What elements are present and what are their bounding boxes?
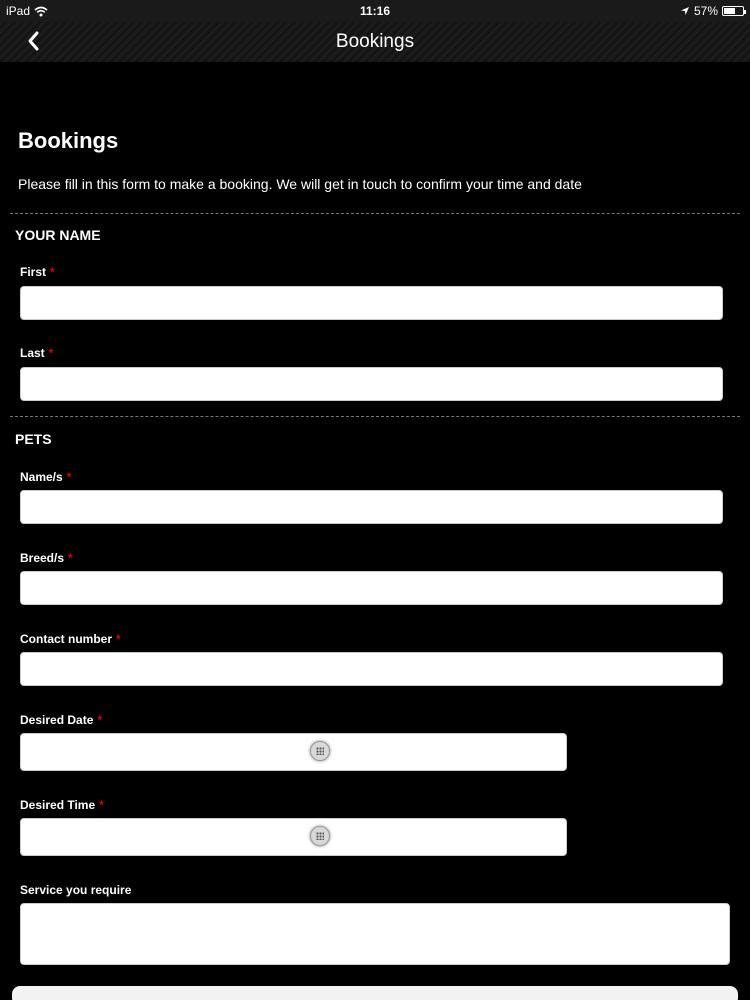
label-desired-time: Desired Time * [20, 798, 104, 812]
nav-title: Bookings [335, 31, 415, 52]
divider [10, 416, 740, 417]
desired-time-input[interactable] [20, 818, 567, 856]
status-bar [0, 0, 750, 22]
status-time: 11:16 [359, 4, 391, 18]
section-pets: PETS [15, 431, 52, 447]
battery-percent: 57% [693, 4, 718, 18]
service-textarea[interactable] [20, 903, 730, 965]
submit-button[interactable] [12, 986, 738, 1000]
section-your-name: YOUR NAME [15, 227, 101, 243]
battery-icon [722, 6, 744, 16]
first-name-input[interactable] [20, 286, 723, 320]
label-breeds: Breed/s * [20, 551, 73, 565]
contact-number-input[interactable] [20, 652, 723, 686]
label-service: Service you require [20, 883, 132, 897]
pet-names-input[interactable] [20, 490, 723, 524]
device-name: iPad [6, 4, 31, 18]
page-title: Bookings [18, 128, 119, 153]
date-picker-icon[interactable] [310, 741, 330, 761]
navigation-bar [0, 22, 750, 62]
label-first: First * [20, 265, 55, 279]
breeds-input[interactable] [20, 571, 723, 605]
time-picker-icon[interactable] [310, 826, 330, 846]
desired-date-input[interactable] [20, 733, 567, 771]
page-intro: Please fill in this form to make a booking. We will get in touch to confirm your time and date [18, 176, 582, 192]
last-name-input[interactable] [20, 367, 723, 401]
location-arrow-icon [680, 6, 690, 16]
label-contact-number: Contact number * [20, 632, 121, 646]
label-last: Last * [20, 346, 54, 360]
label-desired-date: Desired Date * [20, 713, 103, 727]
divider [10, 213, 740, 214]
label-pet-names: Name/s * [20, 470, 72, 484]
